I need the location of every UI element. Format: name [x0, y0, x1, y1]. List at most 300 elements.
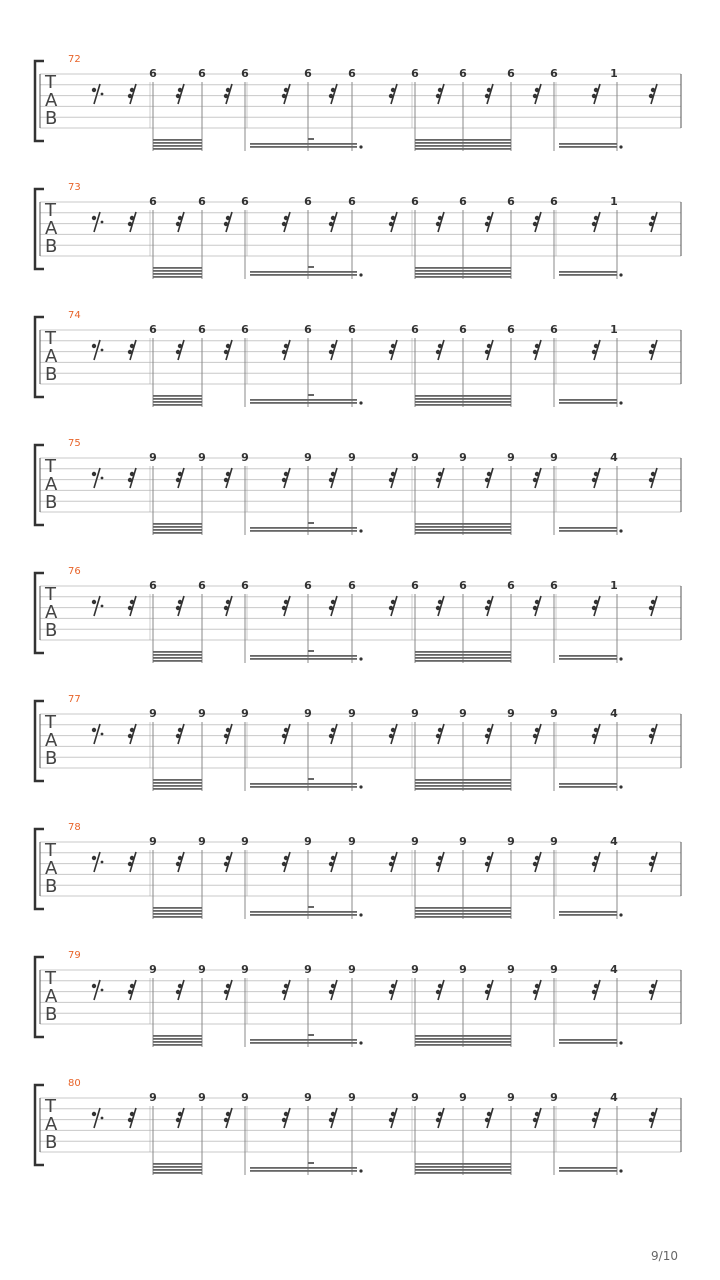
fret-number: 9: [149, 963, 157, 976]
rest-dot: [176, 990, 180, 994]
duration-dot: [359, 913, 362, 916]
fret-number: 6: [198, 579, 206, 592]
beam: [153, 1163, 202, 1165]
beam: [415, 1163, 511, 1165]
tab-clef-letter: B: [45, 492, 58, 513]
fret-number: 6: [304, 579, 312, 592]
duration-dot: [619, 273, 622, 276]
fret-number: 9: [411, 963, 419, 976]
tab-clef-letter: B: [45, 108, 58, 129]
rest-dot: [178, 344, 182, 348]
fret-number: 9: [411, 707, 419, 720]
rest-dot: [178, 984, 182, 988]
beam: [415, 1038, 511, 1040]
rest-dot: [391, 472, 395, 476]
rest-dot: [391, 984, 395, 988]
fret-number: 9: [241, 1091, 249, 1104]
beam: [415, 276, 511, 278]
beam: [153, 529, 202, 531]
fret-number: 9: [459, 835, 467, 848]
rest-dot: [178, 728, 182, 732]
rest-dot: [128, 222, 132, 226]
beam: [153, 148, 202, 150]
tab-clef-letter: B: [45, 748, 58, 769]
rest-dot: [224, 606, 228, 610]
beam-stub: [308, 778, 314, 780]
beam: [153, 1041, 202, 1043]
tab-clef-letter: A: [45, 602, 58, 623]
beam: [415, 267, 511, 269]
rest-dot: [649, 478, 653, 482]
rest-dot: [535, 344, 539, 348]
rest-dot: [224, 350, 228, 354]
fret-number: 9: [550, 1091, 558, 1104]
rest-dot: [438, 216, 442, 220]
fret-number: 9: [198, 1091, 206, 1104]
fret-number: 9: [550, 963, 558, 976]
rest-dot: [92, 856, 96, 860]
rest-dot: [487, 600, 491, 604]
tab-clef-letter: B: [45, 1004, 58, 1025]
rest-dot: [594, 728, 598, 732]
beam: [559, 914, 617, 916]
rest-dot: [101, 605, 104, 608]
tab-system: [35, 1078, 681, 1175]
rest-dot: [533, 222, 537, 226]
rest-dot: [226, 216, 230, 220]
rest-dot: [331, 984, 335, 988]
rest-dot: [389, 222, 393, 226]
beam: [559, 1167, 617, 1169]
rest-symbol: [94, 84, 100, 104]
rest-dot: [282, 350, 286, 354]
rest-dot: [594, 216, 598, 220]
tab-clef-letter: A: [45, 218, 58, 239]
fret-number: 9: [198, 707, 206, 720]
beam: [415, 401, 511, 403]
rest-dot: [329, 606, 333, 610]
beam: [415, 526, 511, 528]
rest-dot: [649, 862, 653, 866]
beam: [250, 911, 357, 913]
beam: [153, 398, 202, 400]
tab-clef-letter: T: [45, 840, 56, 861]
rest-dot: [535, 984, 539, 988]
beam: [415, 1044, 511, 1046]
rest-dot: [284, 216, 288, 220]
rest-dot: [535, 856, 539, 860]
rest-dot: [101, 1117, 104, 1120]
beam: [415, 657, 511, 659]
rest-dot: [329, 94, 333, 98]
fret-number: 9: [304, 1091, 312, 1104]
tab-clef-letter: T: [45, 72, 56, 93]
beam: [559, 1039, 617, 1041]
tab-system: [35, 54, 681, 151]
rest-dot: [178, 216, 182, 220]
fret-number: 6: [459, 195, 467, 208]
beam: [415, 651, 511, 653]
beam: [153, 913, 202, 915]
rest-dot: [592, 478, 596, 482]
fret-number: 6: [241, 323, 249, 336]
beam: [153, 401, 202, 403]
rest-dot: [329, 350, 333, 354]
rest-dot: [130, 1112, 134, 1116]
fret-number: 6: [304, 67, 312, 80]
rest-symbol: [94, 852, 100, 872]
tab-clef-letter: B: [45, 236, 58, 257]
fret-number: 9: [507, 835, 515, 848]
beam: [415, 654, 511, 656]
rest-dot: [389, 990, 393, 994]
rest-dot: [130, 600, 134, 604]
tab-clef-letter: T: [45, 584, 56, 605]
beam: [415, 910, 511, 912]
rest-dot: [176, 606, 180, 610]
rest-dot: [224, 222, 228, 226]
rest-dot: [224, 1118, 228, 1122]
rest-dot: [130, 88, 134, 92]
rest-dot: [331, 472, 335, 476]
beam: [415, 395, 511, 397]
beam: [153, 660, 202, 662]
duration-dot: [359, 401, 362, 404]
rest-dot: [101, 989, 104, 992]
rest-dot: [594, 600, 598, 604]
rest-dot: [389, 734, 393, 738]
rest-dot: [92, 1112, 96, 1116]
beam: [415, 1169, 511, 1171]
beam: [153, 907, 202, 909]
rest-dot: [389, 478, 393, 482]
duration-dot: [359, 1041, 362, 1044]
rest-dot: [391, 856, 395, 860]
rest-dot: [284, 728, 288, 732]
rest-dot: [331, 728, 335, 732]
beam: [559, 911, 617, 913]
rest-dot: [535, 1112, 539, 1116]
fret-number: 9: [149, 451, 157, 464]
fret-number: 6: [198, 323, 206, 336]
beam-stub: [308, 266, 314, 268]
rest-dot: [438, 600, 442, 604]
fret-number: 9: [348, 963, 356, 976]
rest-dot: [535, 472, 539, 476]
fret-number: 9: [348, 1091, 356, 1104]
rest-dot: [282, 478, 286, 482]
beam: [559, 530, 617, 532]
fret-number: 9: [149, 707, 157, 720]
rest-dot: [284, 600, 288, 604]
rest-dot: [128, 862, 132, 866]
beam: [415, 788, 511, 790]
measure-number: 73: [68, 182, 81, 193]
rest-dot: [101, 93, 104, 96]
tab-clef-letter: T: [45, 200, 56, 221]
beam: [415, 779, 511, 781]
tab-clef-letter: T: [45, 456, 56, 477]
beam: [415, 142, 511, 144]
rest-dot: [329, 478, 333, 482]
fret-number: 6: [550, 67, 558, 80]
beam: [153, 1044, 202, 1046]
duration-dot: [619, 1169, 622, 1172]
rest-dot: [130, 216, 134, 220]
rest-dot: [284, 344, 288, 348]
rest-dot: [331, 600, 335, 604]
rest-dot: [282, 606, 286, 610]
beam: [415, 1166, 511, 1168]
beam: [415, 398, 511, 400]
beam: [250, 402, 357, 404]
rest-dot: [128, 1118, 132, 1122]
beam: [153, 788, 202, 790]
tab-system: [35, 950, 681, 1047]
measure-number: 78: [68, 822, 81, 833]
measure-number: 79: [68, 950, 81, 961]
rest-dot: [487, 856, 491, 860]
fret-number: 9: [241, 451, 249, 464]
rest-dot: [226, 88, 230, 92]
rest-dot: [178, 88, 182, 92]
rest-dot: [485, 734, 489, 738]
beam: [250, 786, 357, 788]
beam: [415, 916, 511, 918]
rest-dot: [329, 990, 333, 994]
tab-system: [35, 694, 681, 791]
fret-number: 6: [411, 67, 419, 80]
beam: [250, 527, 357, 529]
beam: [250, 530, 357, 532]
beam: [153, 270, 202, 272]
duration-dot: [619, 145, 622, 148]
measure-number: 74: [68, 310, 81, 321]
beam: [415, 1035, 511, 1037]
fret-number: 9: [507, 451, 515, 464]
fret-number: 6: [348, 195, 356, 208]
rest-dot: [436, 1118, 440, 1122]
rest-dot: [651, 728, 655, 732]
rest-dot: [592, 94, 596, 98]
rest-dot: [389, 606, 393, 610]
rest-dot: [485, 350, 489, 354]
rest-dot: [592, 734, 596, 738]
measure-number: 75: [68, 438, 81, 449]
tab-clef-letter: A: [45, 346, 58, 367]
rest-dot: [438, 472, 442, 476]
rest-dot: [329, 862, 333, 866]
rest-dot: [329, 1118, 333, 1122]
rest-dot: [485, 222, 489, 226]
rest-dot: [533, 990, 537, 994]
beam: [153, 657, 202, 659]
fret-number: 6: [459, 579, 467, 592]
rest-dot: [485, 478, 489, 482]
rest-dot: [176, 94, 180, 98]
rest-dot: [224, 94, 228, 98]
rest-dot: [331, 88, 335, 92]
rest-dot: [282, 734, 286, 738]
beam: [153, 532, 202, 534]
rest-dot: [282, 222, 286, 226]
rest-dot: [282, 990, 286, 994]
beam: [559, 146, 617, 148]
rest-dot: [535, 600, 539, 604]
fret-number: 1: [610, 195, 618, 208]
beam-stub: [308, 1034, 314, 1036]
beam: [250, 1042, 357, 1044]
beam: [415, 1041, 511, 1043]
rest-dot: [487, 728, 491, 732]
rest-dot: [226, 472, 230, 476]
rest-dot: [436, 990, 440, 994]
beam: [415, 273, 511, 275]
tab-system: [35, 438, 681, 535]
rest-dot: [224, 734, 228, 738]
fret-number: 9: [198, 835, 206, 848]
measure-number: 76: [68, 566, 81, 577]
duration-dot: [359, 145, 362, 148]
beam: [559, 527, 617, 529]
rest-dot: [226, 984, 230, 988]
beam: [153, 785, 202, 787]
beam: [153, 779, 202, 781]
beam: [153, 142, 202, 144]
fret-number: 9: [550, 835, 558, 848]
rest-dot: [533, 862, 537, 866]
fret-number: 6: [348, 67, 356, 80]
beam: [415, 907, 511, 909]
fret-number: 9: [459, 451, 467, 464]
fret-number: 6: [507, 579, 515, 592]
rest-dot: [128, 990, 132, 994]
rest-dot: [391, 216, 395, 220]
rest-dot: [92, 728, 96, 732]
beam-stub: [308, 1162, 314, 1164]
duration-dot: [359, 273, 362, 276]
rest-dot: [178, 600, 182, 604]
rest-dot: [282, 1118, 286, 1122]
beam: [250, 658, 357, 660]
rest-dot: [331, 216, 335, 220]
rest-dot: [535, 728, 539, 732]
rest-dot: [226, 344, 230, 348]
rest-dot: [128, 734, 132, 738]
beam: [415, 532, 511, 534]
beam: [415, 1172, 511, 1174]
rest-dot: [92, 984, 96, 988]
rest-dot: [436, 478, 440, 482]
rest-dot: [284, 472, 288, 476]
beam: [153, 273, 202, 275]
rest-dot: [92, 472, 96, 476]
rest-dot: [331, 344, 335, 348]
beam: [250, 655, 357, 657]
rest-dot: [391, 600, 395, 604]
fret-number: 9: [507, 1091, 515, 1104]
fret-number: 6: [149, 67, 157, 80]
tab-clef-letter: T: [45, 712, 56, 733]
rest-dot: [391, 728, 395, 732]
rest-dot: [282, 94, 286, 98]
beam: [559, 399, 617, 401]
fret-number: 9: [507, 963, 515, 976]
rest-dot: [130, 728, 134, 732]
rest-dot: [533, 606, 537, 610]
rest-dot: [226, 1112, 230, 1116]
fret-number: 9: [459, 1091, 467, 1104]
fret-number: 6: [198, 195, 206, 208]
fret-number: 4: [610, 707, 618, 720]
rest-dot: [649, 734, 653, 738]
rest-dot: [594, 1112, 598, 1116]
beam: [415, 148, 511, 150]
beam: [559, 786, 617, 788]
duration-dot: [619, 529, 622, 532]
rest-dot: [128, 606, 132, 610]
rest-dot: [651, 88, 655, 92]
rest-dot: [533, 1118, 537, 1122]
fret-number: 4: [610, 835, 618, 848]
beam: [415, 782, 511, 784]
tab-clef-letter: A: [45, 986, 58, 1007]
tab-clef-letter: A: [45, 1114, 58, 1135]
beam: [559, 143, 617, 145]
rest-symbol: [94, 724, 100, 744]
beam: [250, 143, 357, 145]
rest-dot: [436, 734, 440, 738]
fret-number: 4: [610, 451, 618, 464]
duration-dot: [619, 657, 622, 660]
rest-dot: [101, 733, 104, 736]
rest-dot: [284, 856, 288, 860]
rest-dot: [592, 990, 596, 994]
beam-stub: [308, 906, 314, 908]
fret-number: 4: [610, 963, 618, 976]
rest-dot: [436, 862, 440, 866]
measure-number: 77: [68, 694, 81, 705]
beam: [559, 655, 617, 657]
rest-dot: [224, 862, 228, 866]
rest-dot: [176, 862, 180, 866]
beam: [250, 1167, 357, 1169]
fret-number: 6: [149, 323, 157, 336]
fret-number: 4: [610, 1091, 618, 1104]
beam-stub: [308, 394, 314, 396]
rest-dot: [92, 344, 96, 348]
fret-number: 9: [348, 451, 356, 464]
beam: [153, 782, 202, 784]
rest-dot: [535, 216, 539, 220]
duration-dot: [619, 401, 622, 404]
duration-dot: [619, 1041, 622, 1044]
beam: [153, 1172, 202, 1174]
rest-dot: [101, 221, 104, 224]
beam: [153, 1035, 202, 1037]
tab-system: [35, 182, 681, 279]
rest-dot: [438, 856, 442, 860]
beam: [415, 139, 511, 141]
beam: [153, 1169, 202, 1171]
duration-dot: [359, 529, 362, 532]
rest-dot: [226, 728, 230, 732]
beam: [153, 1166, 202, 1168]
fret-number: 1: [610, 323, 618, 336]
beam: [153, 651, 202, 653]
fret-number: 6: [241, 67, 249, 80]
tab-clef-letter: T: [45, 328, 56, 349]
